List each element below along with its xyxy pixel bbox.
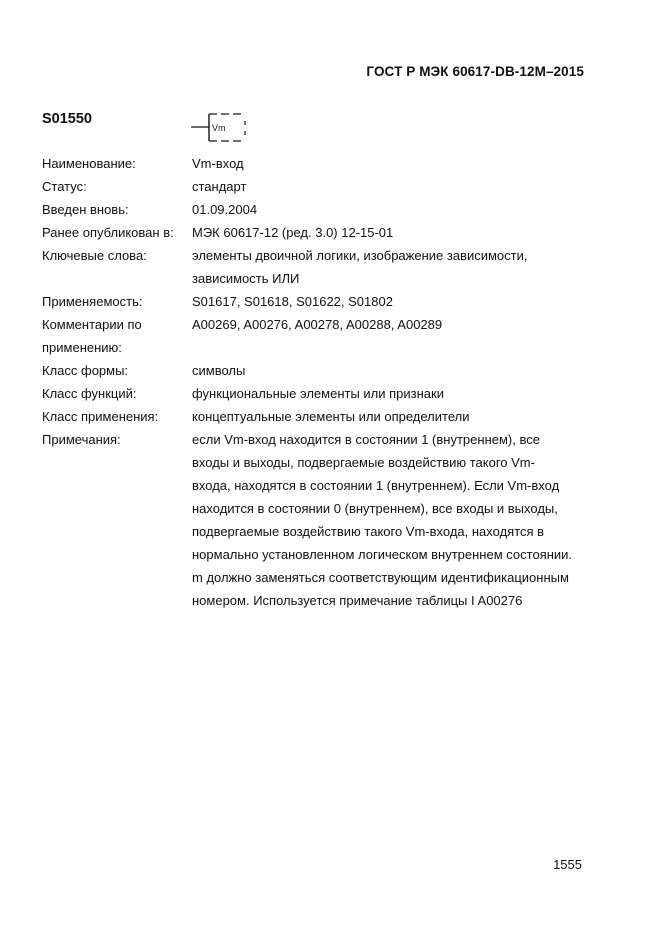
field-label-line: Класс функций: [42,386,137,401]
field-value [192,152,602,175]
field-label [42,313,192,359]
field-value-line: функциональные элементы или признаки [192,386,444,401]
field-row [42,290,602,313]
field-label [42,244,192,290]
field-label-line: Ранее опубликован в: [42,225,174,240]
field-row [42,382,602,405]
field-label [42,198,192,221]
field-row [42,428,602,612]
field-value-line: входа, находятся в состоянии 1 (внутреннем). Если Vm-вход [192,478,560,493]
field-value [192,405,602,428]
field-label [42,152,192,175]
field-value [192,221,602,244]
field-value-line: символы [192,363,246,378]
field-label-line: Введен вновь: [42,202,129,217]
field-value [192,428,602,612]
field-value-line: 01.09.2004 [192,202,258,217]
field-value-line: МЭК 60617-12 (ред. 3.0) 12-15-01 [192,225,394,240]
field-label-line: Ключевые слова: [42,248,147,263]
field-row [42,152,602,175]
field-value-line: элементы двоичной логики, изображение зависимости, [192,248,528,263]
field-value-line: A00269, A00276, A00278, A00288, A00289 [192,317,443,332]
field-value-line: концептуальные элементы или определители [192,409,470,424]
page-number: 1555 [553,857,582,872]
field-value-line: находится в состоянии 0 (внутреннем), все входы и выходы, [192,501,558,516]
field-label [42,382,192,405]
field-label [42,428,192,612]
field-label [42,290,192,313]
field-row [42,313,602,359]
field-value [192,290,602,313]
field-row [42,405,602,428]
field-label-line: Класс формы: [42,363,129,378]
field-value [192,359,602,382]
field-label-line: Комментарии по [42,317,142,332]
field-value-line: номером. Используется примечание таблицы I A00276 [192,593,523,608]
field-row [42,244,602,290]
field-value [192,175,602,198]
field-row [42,198,602,221]
field-value [192,382,602,405]
field-label [42,359,192,382]
field-value [192,244,602,290]
field-row [42,221,602,244]
vm-input-symbol-icon [191,111,247,145]
field-label-line: Применяемость: [42,294,143,309]
field-label [42,221,192,244]
field-value-line: зависимость ИЛИ [192,271,300,286]
field-value-line: стандарт [192,179,247,194]
field-label [42,405,192,428]
field-label-line: Наименование: [42,156,136,171]
field-value-line: нормально установленном логическом внутреннем состоянии. [192,547,573,562]
document-header-title: ГОСТ Р МЭК 60617-DB-12M–2015 [366,64,584,79]
field-label-line: применению: [42,340,122,355]
field-row [42,175,602,198]
field-value-line: Vm-вход [192,156,244,171]
field-value-line: S01617, S01618, S01622, S01802 [192,294,393,309]
field-value-line: если Vm-вход находится в состоянии 1 (внутреннем), все [192,432,540,447]
field-value-line: подвергаемые воздействию такого Vm-входа, находятся в [192,524,545,539]
field-row [42,359,602,382]
field-value [192,313,602,359]
field-label-line: Примечания: [42,432,121,447]
field-value [192,198,602,221]
entry-code: S01550 [42,111,92,127]
entry-fields [42,152,602,612]
field-value-line: m должно заменяться соответствующим идентификационным [192,570,569,585]
field-label-line: Статус: [42,179,87,194]
field-label [42,175,192,198]
field-label-line: Класс применения: [42,409,159,424]
symbol-label: Vm [212,123,226,133]
field-value-line: входы и выходы, подвергаемые воздействию такого Vm- [192,455,535,470]
